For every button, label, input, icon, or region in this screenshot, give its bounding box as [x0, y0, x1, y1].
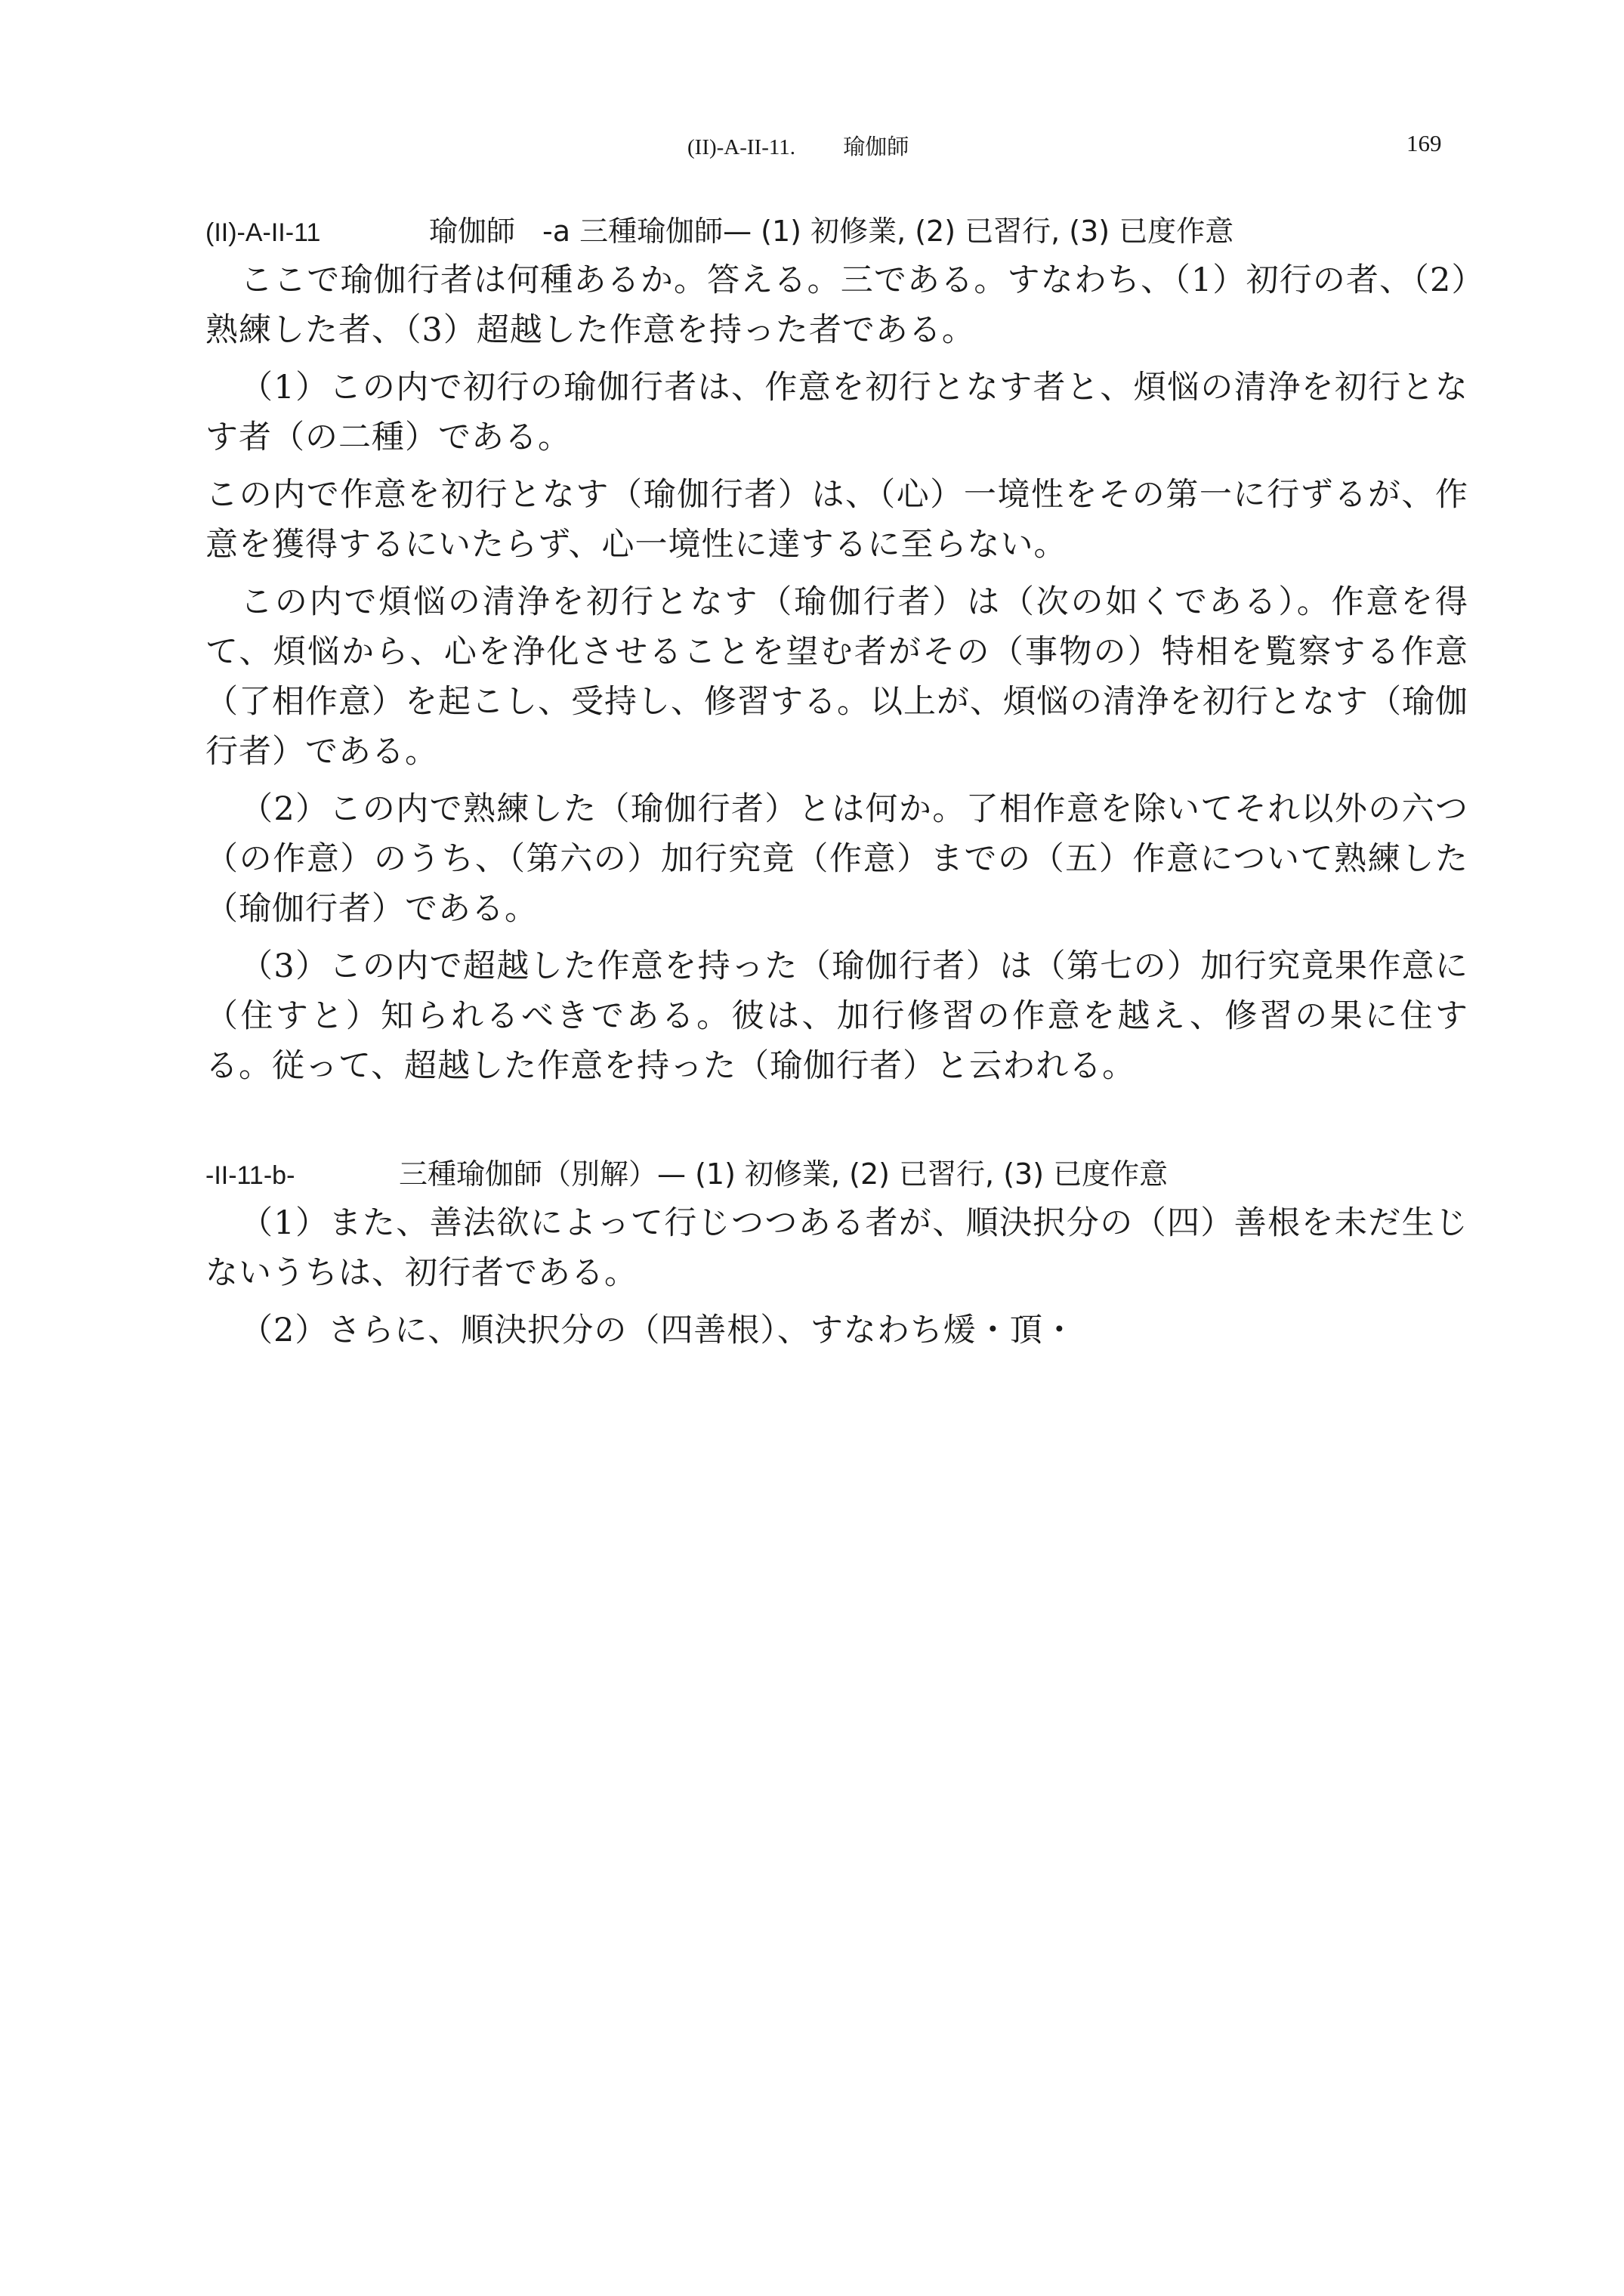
- section-heading-text: 三種瑜伽師（別解）— (1) 初修業, (2) 已習行, (3) 已度作意: [399, 1157, 1169, 1191]
- section-id: -II-11-b-: [205, 1161, 295, 1190]
- section-id: (II)-A-II-11: [205, 218, 321, 247]
- running-header: [687, 130, 909, 161]
- section-heading-text: -a 三種瑜伽師— (1) 初修業, (2) 已習行, (3) 已度作意: [542, 215, 1234, 248]
- paragraph: （1）この内で初行の瑜伽行者は、作意を初行となす者と、煩悩の清浄を初行となす者（の二種）である。: [205, 369, 1468, 456]
- header-title: 瑜伽師: [843, 135, 909, 159]
- page-number: 169: [1406, 130, 1442, 156]
- body-text: [205, 209, 1468, 1363]
- paragraph: （1）また、善法欲によって行じつつある者が、順決択分の（四）善根を未だ生じないうちは、初行者である。: [205, 1204, 1468, 1292]
- section-gap: [205, 1099, 1468, 1151]
- paragraph: （2）この内で熟練した（瑜伽行者）とは何か。了相作意を除いてそれ以外の六つ（の作意）のうち、（第六の）加行究竟（作意）までの（五）作意について熟練した（瑜伽行者）である。: [205, 790, 1468, 928]
- paragraph: （3）この内で超越した作意を持った（瑜伽行者）は（第七の）加行究竟果作意に（住すと）知られるべきである。彼は、加行修習の作意を越え、修習の果に住する。従って、超越した作意を持った（瑜伽行者）と云われる。: [205, 947, 1468, 1085]
- paragraph: この内で作意を初行となす（瑜伽行者）は、（心）一境性をその第一に行ずるが、作意を獲得するにいたらず、心一境性に達するに至らない。: [205, 476, 1468, 564]
- paragraph: ここで瑜伽行者は何種あるか。答える。三である。すなわち、（1）初行の者、（2）熟練した者、（3）超越した作意を持った者である。: [205, 261, 1468, 349]
- header-section-ref: (II)-A-II-11.: [687, 135, 796, 159]
- paragraph: （2）さらに、順決択分の（四善根）、すなわち煖・頂・: [240, 1312, 1076, 1349]
- paragraph: この内で煩悩の清浄を初行となす（瑜伽行者）は（次の如くである）。作意を得て、煩悩から、心を浄化させることを望む者がその（事物の）特相を覧察する作意（了相作意）を起こし、受持し、修習する。以上が、煩悩の清浄を初行となす（瑜伽行者）である。: [205, 583, 1468, 771]
- section-label: 瑜伽師: [429, 215, 516, 248]
- section-heading-a: [205, 209, 1468, 255]
- section-heading-b: [205, 1151, 1468, 1198]
